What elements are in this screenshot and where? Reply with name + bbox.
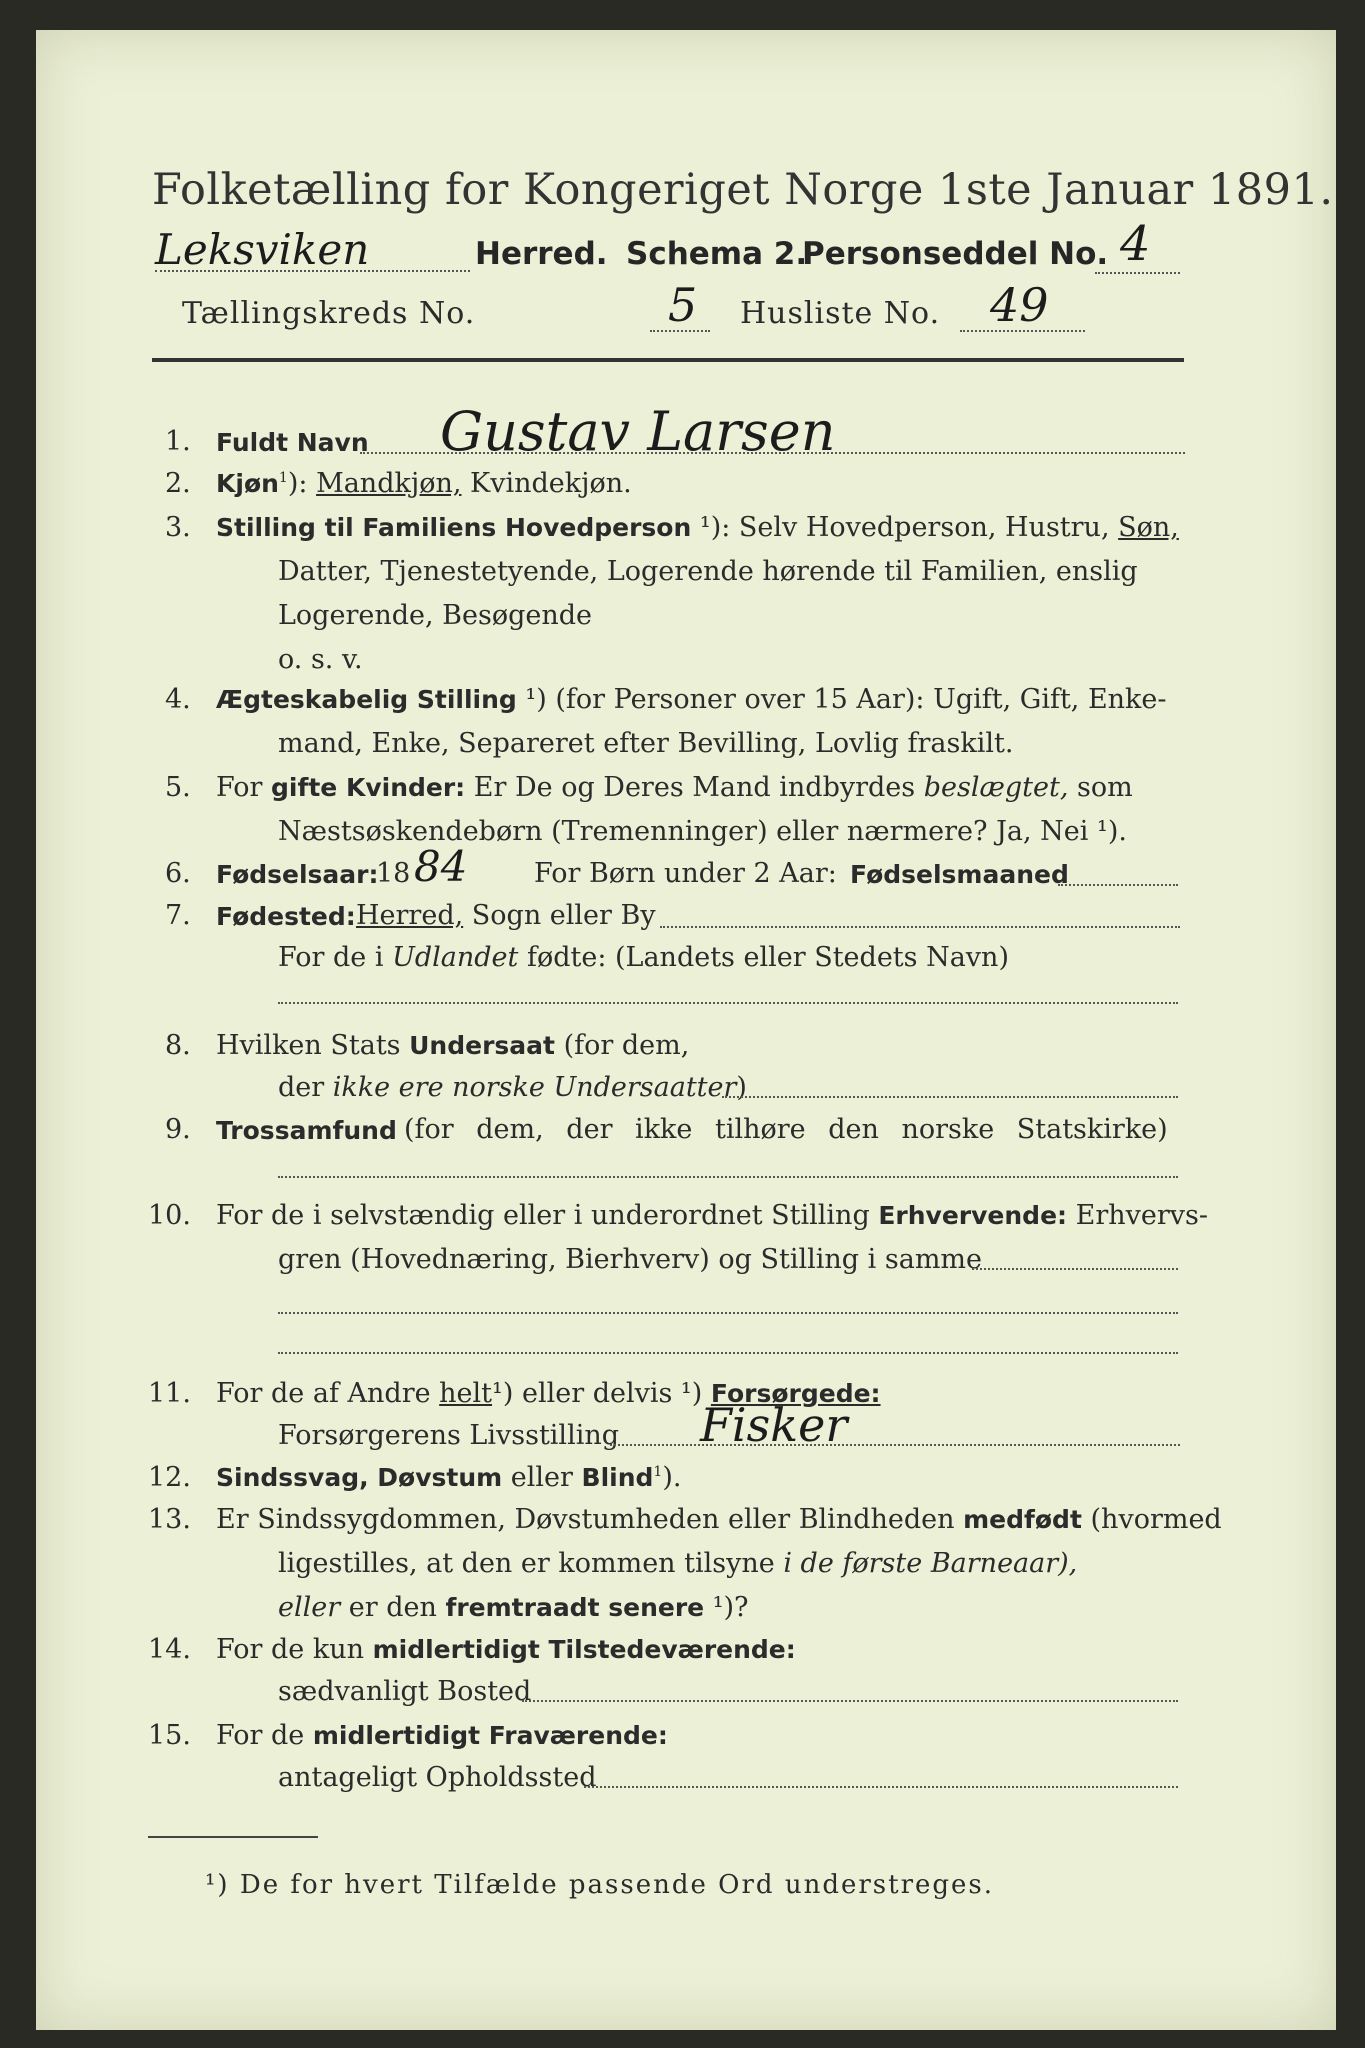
schema-label: Schema 2.: [626, 236, 808, 272]
field-2-sup: 1: [278, 470, 288, 486]
field-5-pre: For: [216, 772, 263, 803]
field-3-line2: Datter, Tjenestetyende, Logerende hørende til Familien, enslig: [278, 556, 1138, 587]
field-12-end: ).: [662, 1462, 682, 1493]
field-2-selected: Mandkjøn,: [316, 468, 462, 499]
field-15-pre: For de: [216, 1720, 305, 1751]
kreds-number: 5: [668, 278, 698, 332]
field-7-rest: Sogn eller By: [471, 900, 656, 931]
field-13-label2: fremtraadt senere: [445, 1593, 705, 1622]
field-10-line2: gren (Hovednæring, Bierhverv) og Stilling i samme: [278, 1244, 983, 1275]
field-12-number: 12.: [148, 1462, 191, 1493]
field-15-line2: antageligt Opholdssted: [278, 1762, 597, 1793]
field-15-dotline: [584, 1786, 1178, 1788]
herred-label: Herred.: [475, 236, 608, 272]
field-11-mid: eller delvis ¹): [521, 1378, 703, 1409]
field-5-end: som: [1077, 772, 1133, 803]
footnote: [205, 1870, 994, 1900]
personseddel-dotline: [1095, 272, 1180, 274]
personseddel-number: 4: [1120, 216, 1151, 272]
field-10-post: Erhvervs-: [1075, 1200, 1209, 1231]
field-7-line2i: Udlandet: [392, 942, 519, 973]
field-10-number: 10.: [148, 1200, 191, 1231]
field-11-dotline: [610, 1444, 1180, 1446]
field-10-dotline2: [278, 1312, 1178, 1314]
field-14-line1: [216, 1634, 796, 1665]
field-13-line3: [278, 1592, 749, 1623]
field-7-line2b: fødte: (Landets eller Stedets Navn): [526, 942, 1009, 973]
field-8-pre: Hvilken Stats: [216, 1030, 401, 1061]
field-6-number: 6.: [165, 858, 191, 889]
field-5-italic: beslægtet,: [923, 772, 1069, 803]
field-7-label: Fødested:: [216, 902, 356, 931]
field-1-dotline: [360, 452, 1185, 454]
field-5-number: 5.: [165, 772, 191, 803]
field-12-line: Sindssvag, Døvstum eller Blind$^1$).: [216, 1462, 682, 1493]
field-13-line3a: er den: [348, 1592, 437, 1623]
field-4-text: (for Personer over 15 Aar): Ugift, Gift, Enke-: [555, 684, 1167, 715]
field-14-number: 14.: [148, 1634, 191, 1665]
field-8-line2i: ikke ere norske Undersaatter: [332, 1072, 737, 1103]
field-8-line2: der ikke ere norske Undersaatter): [278, 1072, 747, 1103]
field-3-label: Stilling til Familiens Hovedperson: [216, 513, 692, 542]
field-6-mid: For Børn under 2 Aar:: [534, 858, 837, 889]
field-6-prefix: 18: [376, 858, 411, 889]
field-7-selected: Herred,: [356, 900, 464, 931]
field-6-label2: Fødselsmaaned: [850, 860, 1069, 889]
field-11-number: 11.: [148, 1378, 191, 1409]
field-8-label: Undersaat: [409, 1031, 555, 1060]
field-11-value: Fisker: [700, 1398, 848, 1452]
field-5-line2: Næstsøskendebørn (Tremenninger) eller nærmere? Ja, Nei ¹).: [278, 816, 1127, 847]
field-11-label: Forsørgede:: [710, 1379, 881, 1408]
footnote-rule: [148, 1836, 318, 1838]
field-14-label: midlertidigt Tilstedeværende:: [372, 1635, 796, 1664]
footnote-text: De for hvert Tilfælde passende Ord understreges.: [239, 1870, 995, 1900]
field-12-label2: Blind: [581, 1463, 654, 1492]
field-2-option: Kvindekjøn.: [470, 468, 632, 499]
field-11-line2: Forsørgerens Livsstilling: [278, 1420, 620, 1451]
field-9-rest: (for dem, der ikke tilhøre den norske Statskirke): [404, 1114, 1168, 1145]
field-7-dotline: [660, 926, 1180, 928]
field-14-dotline: [522, 1700, 1178, 1702]
field-9-number: 9.: [165, 1114, 191, 1145]
field-13-line2a: ligestilles, at den er kommen tilsyne: [278, 1548, 775, 1579]
field-13-line1: [216, 1504, 1222, 1535]
field-15-label: midlertidigt Fraværende:: [312, 1721, 668, 1750]
field-7-options: [356, 900, 656, 931]
field-1-number: 1.: [165, 426, 191, 457]
field-5-label: gifte Kvinder:: [271, 773, 466, 802]
field-3-selected: Søn,: [1118, 512, 1179, 543]
field-8-line1: [216, 1030, 689, 1061]
field-15-number: 15.: [148, 1720, 191, 1751]
field-4-line1: Ægteskabelig Stilling ¹) (for Personer over 15 Aar): Ugift, Gift, Enke-: [216, 684, 1167, 715]
field-10-pre: For de i selvstændig eller i underordnet Stilling: [216, 1200, 870, 1231]
field-3-line4: o. s. v.: [278, 644, 363, 675]
field-1-value: Gustav Larsen: [440, 400, 836, 463]
field-9-dotline: [278, 1176, 1178, 1178]
field-3-line3: Logerende, Besøgende: [278, 600, 592, 631]
field-13-line1a: Er Sindssygdommen, Døvstumheden eller Blindheden: [216, 1504, 955, 1535]
field-2-label: Kjøn: [216, 469, 279, 498]
field-13-line2i: i de første Barneaar),: [783, 1548, 1078, 1579]
field-13-line2: [278, 1548, 1077, 1579]
field-8-dotline: [722, 1096, 1178, 1098]
field-13-line3i: eller: [278, 1592, 341, 1623]
personseddel-label: Personseddel No.: [802, 236, 1109, 272]
field-6-value: 84: [414, 842, 468, 891]
husliste-label: Husliste No.: [740, 296, 941, 331]
field-13-line3b: ¹)?: [712, 1592, 749, 1623]
header-rule: [152, 358, 1184, 362]
field-10-line1: [216, 1200, 1208, 1231]
field-5-line1: [216, 772, 1133, 803]
field-3-line1: Stilling til Familiens Hovedperson ¹): Selv Hovedperson, Hustru, Søn,: [216, 512, 1179, 543]
kreds-label: Tællingskreds No.: [182, 296, 476, 331]
kreds-dotline: [650, 330, 710, 332]
field-12-label: Sindssvag, Døvstum: [216, 1463, 503, 1492]
field-7-number: 7.: [165, 900, 191, 931]
field-14-pre: For de kun: [216, 1634, 364, 1665]
field-7-line2: [278, 942, 1009, 973]
field-14-line2: sædvanligt Bosted: [278, 1676, 532, 1707]
field-3-options: Selv Hovedperson, Hustru,: [738, 512, 1110, 543]
field-4-line2: mand, Enke, Separeret efter Bevilling, Lovlig fraskilt.: [278, 728, 1014, 759]
field-7-dotline2: [278, 1002, 1178, 1004]
field-8-number: 8.: [165, 1030, 191, 1061]
field-10-dotline: [972, 1268, 1178, 1270]
field-15-line1: [216, 1720, 668, 1751]
form-title: Folketælling for Kongeriget Norge 1ste Januar 1891.: [152, 165, 1334, 215]
field-4-number: 4.: [165, 684, 191, 715]
field-10-label: Erhvervende:: [878, 1201, 1068, 1230]
herred-dotline: [155, 270, 470, 272]
field-10-dotline3: [278, 1352, 1178, 1354]
field-13-number: 13.: [148, 1504, 191, 1535]
husliste-number: 49: [990, 278, 1049, 332]
field-11-line1: For de af Andre helt¹) eller delvis ¹) Forsørgede:: [216, 1378, 881, 1409]
field-2-text: Kjøn$^1$): Mandkjøn, Kvindekjøn.: [216, 468, 632, 499]
field-7-line2a: For de i: [278, 942, 384, 973]
field-8-line2a: der: [278, 1072, 325, 1103]
field-9-label: Trossamfund: [216, 1116, 397, 1145]
field-6-label: Fødselsaar:: [216, 860, 379, 889]
field-13-line1b: (hvormed: [1090, 1504, 1222, 1535]
field-13-label: medfødt: [963, 1505, 1082, 1534]
field-4-label: Ægteskabelig Stilling: [216, 685, 517, 714]
field-11-selected: helt: [439, 1378, 493, 1409]
field-2-number: 2.: [165, 468, 191, 499]
field-3-number: 3.: [165, 512, 191, 543]
field-8-post: (for dem,: [563, 1030, 690, 1061]
field-6-dotline: [1058, 884, 1178, 886]
footnote-marker: ¹): [205, 1870, 230, 1900]
field-11-pre: For de af Andre: [216, 1378, 431, 1409]
herred-handwritten: Leksviken: [155, 225, 370, 274]
field-5-text: Er De og Deres Mand indbyrdes: [473, 772, 916, 803]
field-1-label: Fuldt Navn: [216, 428, 369, 457]
husliste-dotline: [960, 330, 1085, 332]
field-12-mid: eller: [510, 1462, 573, 1493]
